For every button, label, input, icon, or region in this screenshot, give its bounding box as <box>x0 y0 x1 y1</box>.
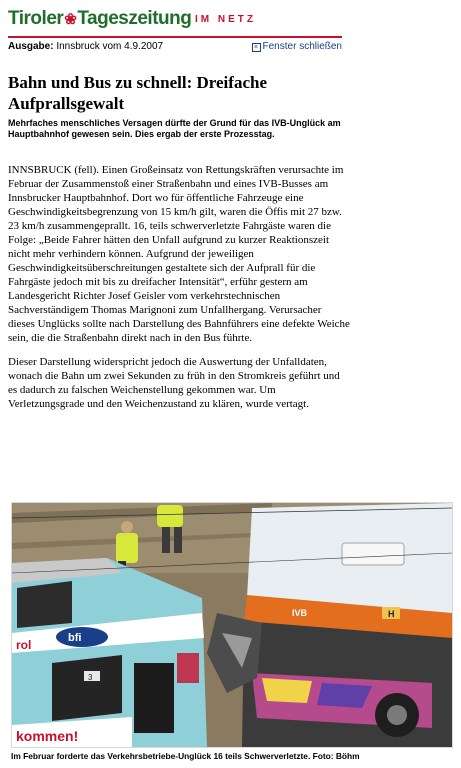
close-icon: × <box>252 43 261 52</box>
article-body <box>8 163 350 421</box>
bus-logo-text: IVB <box>292 608 308 618</box>
tagline: IM NETZ <box>195 14 256 25</box>
masthead <box>8 8 348 36</box>
tram-text-bottom: kommen! <box>16 728 79 744</box>
tram-number: 3 <box>88 673 93 682</box>
logo-text-tiroler: Tiroler <box>8 8 64 29</box>
article-photo <box>11 502 453 748</box>
tram-text-top: rol <box>16 638 32 652</box>
edition-label: Ausgabe: <box>8 41 54 52</box>
accident-scene-illustration <box>12 503 452 747</box>
edition-info <box>8 41 163 52</box>
close-window-label: Fenster schließen <box>262 41 342 52</box>
article-paragraph-2: Dieser Darstellung widerspricht jedoch die Auswertung der Unfalldaten, wonach die Bahn um zwei Sekunden zu früh in den Stromkreis geführt und es dadurch zu falschen Weichenstellung gekommen war. Um Verletzungsgrade und den Weichenzustand zu klären, wurde vertagt. <box>8 356 340 410</box>
bus-code-text: H <box>388 609 395 619</box>
article-lead: Mehrfaches menschliches Versagen dürfte der Grund für das IVB-Unglück am Hauptbahnhof gewesen sein. Dies ergab der erste Prozesstag. <box>8 118 341 139</box>
close-window-link[interactable] <box>252 41 342 52</box>
header-divider <box>8 36 342 38</box>
article-paragraph-1: INNSBRUCK (fell). Einen Großeinsatz von Rettungskräften verursachte im Februar der Zusammenstoß einer Straßenbahn und eines IVB-Busses am Innsbrucker Hauptbahnhof. Dort wo für öffentliche Fahrzeuge eine Geschwindigkeitsbegrenzung von 15 km/h gilt, waren die Öffis mit 27 bzw. 23 km/h zusammengeprallt. 16, teils schwerverletzte Fahrgäste waren die Folge: „Beide Fahrer hätten den Unfall aufgrund zu kurzer Reaktionszeit nicht mehr verhindern können. Aufgrund der jeweiligen Geschwindigkeitsüberschreitungen gestaltete sich der Aufprall für die Fahrgäste jedoch mit bis zu dreifacher Intensität“, erführ gestern am Landesgericht Richter Josef Geisler vom verkehrstechnischen Sachverständigem Thomas Marignoni zum Unfallhergang. Verursacher dieses Unglücks sollte nach Darstellung des Bahnführers eine defekte Weiche sein, die die Straßenbahn direkt nach in den Bus führte. <box>8 164 350 344</box>
tram-logo: bfi <box>68 632 82 644</box>
newspaper-logo <box>8 8 191 30</box>
logo-text-tageszeitung: Tageszeitung <box>77 8 192 29</box>
photo-caption: Im Februar forderte das Verkehrsbetriebe-Unglück 16 teils Schwerverletzte. Foto: Böhm <box>11 751 360 761</box>
edition-value: Innsbruck vom 4.9.2007 <box>53 41 164 52</box>
article-title: Bahn und Bus zu schnell: Dreifache Aufprallsgewalt <box>8 73 267 113</box>
eagle-icon: ❀ <box>64 11 77 28</box>
ivb-bus <box>242 503 452 747</box>
